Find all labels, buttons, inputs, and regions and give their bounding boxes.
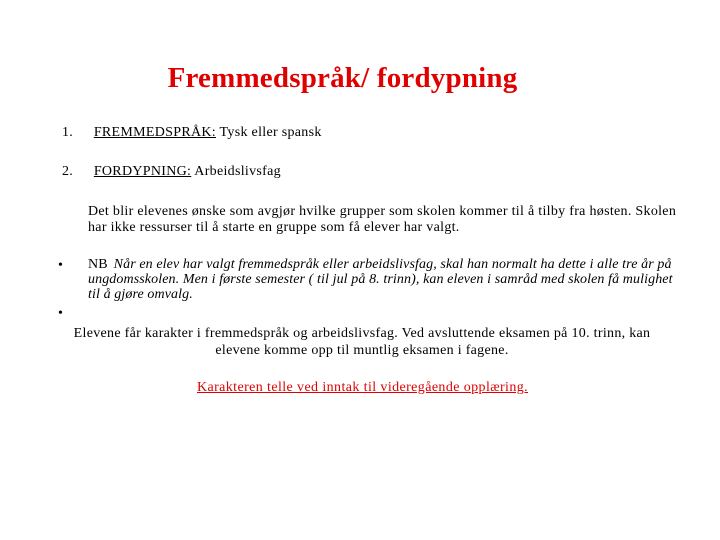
item-value: Tysk eller spansk (219, 125, 322, 140)
info-paragraph: Det blir elevenes ønske som avgjør hvilke grupper som skolen kommer til å tilby fra høsten. Skolen har ikke ressurser til å starte en gruppe som få elever har valgt. (88, 204, 677, 235)
item-label: FREMMEDSPRÅK: (93, 125, 216, 140)
bullet-marker: • (58, 306, 63, 321)
nb-tag: NB (88, 257, 108, 272)
item-number: 2. (62, 164, 74, 179)
nb-note (88, 257, 678, 302)
page-title: Fremmedspråk/ fordypning (167, 62, 518, 94)
list-item-specialization (62, 164, 281, 180)
item-label: FORDYPNING: (93, 164, 192, 179)
nb-text: Når en elev har valgt fremmedspråk eller arbeidslivsfag, skal han normalt ha dette i alle tre år på ungdomsskolen. Men i første semester ( til jul på 8. trinn), kan eleven i samråd med skolen få mulighet til å gjøre omvalg. (88, 257, 673, 302)
grades-paragraph: Elevene får karakter i fremmedspråk og arbeidslivsfag. Ved avsluttende eksamen på 10. trinn, kan elevene komme opp til muntlig eksamen i fagene. (73, 326, 651, 358)
item-value: Arbeidslivsfag (194, 164, 281, 179)
footer-note: Karakteren telle ved inntak til videregående opplæring. (196, 380, 529, 395)
bullet-marker: • (58, 258, 63, 273)
list-item-language (62, 125, 322, 141)
item-number: 1. (62, 125, 74, 140)
